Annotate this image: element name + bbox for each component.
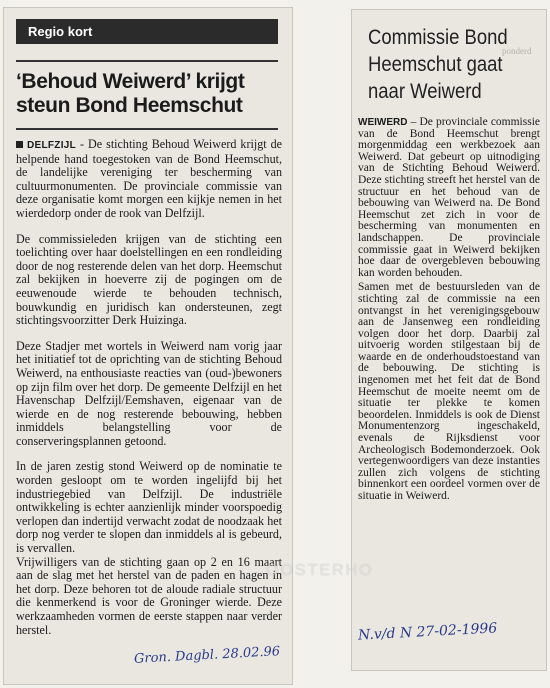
watermark: OOSTERHO — [266, 562, 374, 579]
paragraph: Samen met de bestuursleden van de stichting zal de commissie na een ontvangst in het verenigingsgebouw aan de Jansenweg een rondleiding volgen door het dorp. Daarbij zal uitvoerig worden stilgestaan bij de waarde en de onderhoudstoestand van de bebouwing. De stichting is ingenomen met het feit dat de Bond Heemschut de moeite neemt om de situatie ter plekke te komen beoordelen. Inmiddels is ook de Dienst Monumentenzorg ingeschakeld, evenals de Rijksdienst voor Archeologisch Bodemonderzoek. Ook vertegenwoordigers van deze instanties zullen zich volgens de stichting binnenkort een oordeel vormen over de situatie in Weiwerd. — [358, 281, 540, 502]
paragraph: In de jaren zestig stond Weiwerd op de nominatie te worden gesloopt om te worden ingelijfd bij het industriegebied van Delfzijl. De industriële ontwikkeling is echter aanzienlijk minder voorspoedig verlopen dan indertijd verwacht zodat de noodzaak het dorp nog verder te slopen dan inmiddels al is gebeurd, is vervallen. — [16, 459, 282, 556]
paragraph-text: - De stichting Behoud Weiwerd krijgt de helpende hand toegestoken van de Bond Heemschut, de landelijke vereniging ter bescherming van cultuurmonumenten. De provinciale commissie van deze organisatie komt morgen een kijkje nemen in het wierdedorp onder de rook van Delfzijl. — [16, 137, 282, 220]
paragraph — [358, 117, 540, 279]
divider — [16, 128, 278, 130]
bleed-through-text: ponderd — [502, 46, 532, 56]
divider — [16, 60, 278, 62]
news-clipping-left — [4, 8, 292, 684]
headline: Commissie Bond Heemschut gaat naar Weiwerd — [368, 26, 508, 103]
paragraph — [16, 138, 282, 221]
paragraph: Vrijwilligers van de stichting gaan op 2 en 16 maart aan de slag met het herstel van de paden en hagen in het dorp. Deze behoren tot de aloude radiale structuur die kenmerkend is voor de Groninger wierde. Deze werkzaamheden vormen de eerste stappen naar verder herstel. — [16, 554, 282, 637]
paragraph-text: – De provinciale commissie van de Bond Heemschut brengt morgenmiddag een werkbezoek aan Weiwerd. Dat gebeurt op uitnodiging van de Stichting Behoud Weiwerd. Deze stichting streeft het herstel van de structuur en het behoud van de bebouwing van Weiwerd na. De Bond Heemschut zet zich in voor de bescherming van monumenten en landschappen. De provinciale commissie gaat in Weiwerd bekijken hoe daar de overgebleven bebouwing kan worden behouden. — [358, 116, 541, 279]
bullet-square-icon — [16, 141, 23, 148]
dateline: DELFZIJL — [27, 140, 77, 151]
dateline: WEIWERD — [358, 117, 408, 128]
paragraph: Deze Stadjer met wortels in Weiwerd nam vorig jaar het initiatief tot de oprichting van de stichting Behoud Weiwerd, na enthousiaste reacties van (oud-)bewoners op zijn film over het dorp. De gemeente Delfzijl en het Havenschap Delfzijl/Eemshaven, eigenaar van de wierde en de nog resterende bebouwing, hebben inmiddels belangstelling voor de conserveringsplannen getoond. — [16, 338, 282, 448]
handwritten-source-note: Gron. Dagbl. 28.02.96 — [133, 644, 281, 667]
news-clipping-right — [352, 10, 546, 670]
article-body — [16, 138, 282, 649]
handwritten-source-note: N.v/d N 27-02-1996 — [357, 620, 498, 644]
headline: ‘Behoud Weiwerd’ krijgt steun Bond Heemschut — [16, 70, 245, 117]
article-body — [358, 117, 540, 503]
section-label: Regio kort — [16, 19, 278, 44]
paragraph: De commissieleden krijgen van de stichting een toelichting over haar doelstellingen en een rondleiding door de nog resterende delen van het dorp. Heemschut zal bekijken in hoeverre zij de pogingen om de eeuwenoude wierde te behouden technisch, bouwkundig en juridisch kan ondersteunen, zegt stichtingsvoorzitter Derk Huizinga. — [16, 231, 282, 328]
